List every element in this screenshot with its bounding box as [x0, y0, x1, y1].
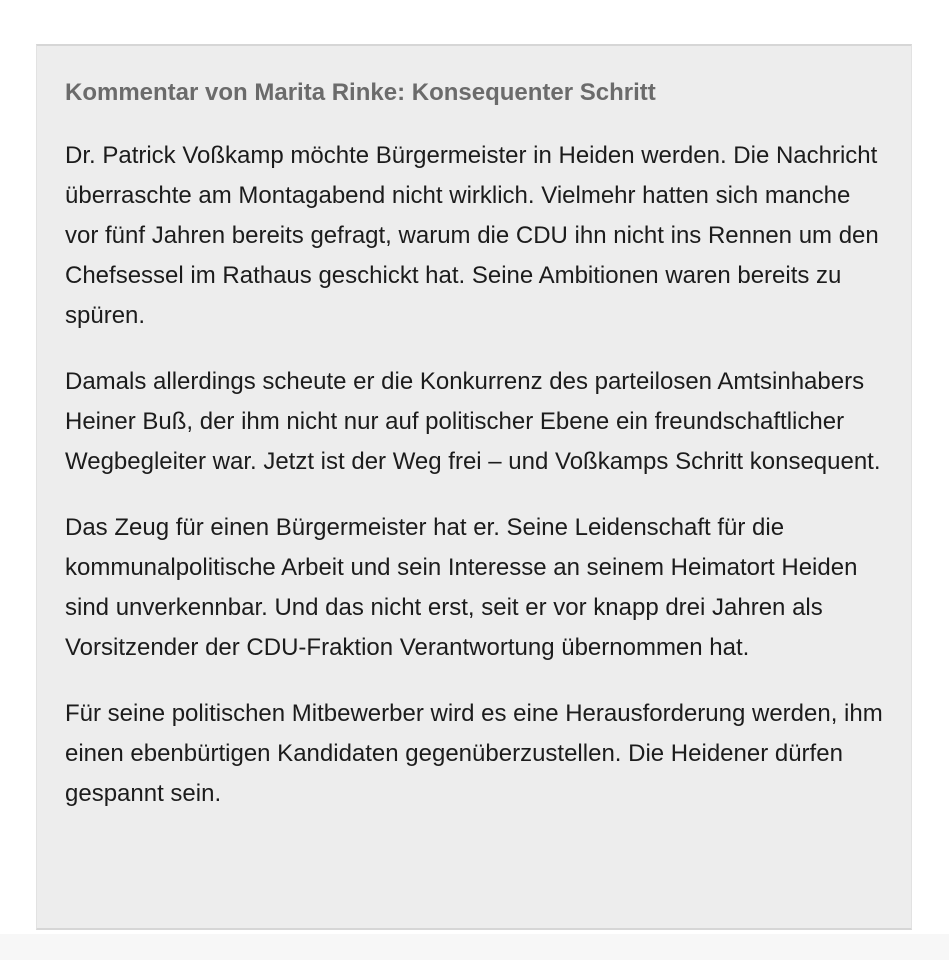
comment-box — [36, 44, 912, 930]
comment-paragraph-4: Für seine politischen Mitbewerber wird es eine Herausforderung werden, ihm einen ebenbürtigen Kandidaten gegenüberzustellen. Die Heidener dürfen gespannt sein. — [65, 700, 883, 807]
cropped-text-fragment — [640, 0, 800, 6]
comment-title: Kommentar von Marita Rinke: Konsequenter Schritt — [65, 79, 656, 106]
comment-paragraph-1: Dr. Patrick Voßkamp möchte Bürgermeister in Heiden werden. Die Nachricht überraschte am Montagabend nicht wirklich. Vielmehr hatten sich manche vor fünf Jahren bereits gefragt, warum die CDU ihn nicht ins Rennen um den Chefsessel im Rathaus geschickt hat. Seine Ambitionen waren bereits zu spüren. — [65, 142, 879, 329]
comment-paragraph-2: Damals allerdings scheute er die Konkurrenz des parteilosen Amtsinhabers Heiner Buß, der ihm nicht nur auf politischer Ebene ein freundschaftlicher Wegbegleiter war. Jetzt ist der Weg frei – und Voßkamps Schritt konsequent. — [65, 368, 881, 475]
comment-paragraph-3: Das Zeug für einen Bürgermeister hat er. Seine Leidenschaft für die kommunalpolitische Arbeit und sein Interesse an seinem Heimatort Heiden sind unverkennbar. Und das nicht erst, seit er vor knapp drei Jahren als Vorsitzender der CDU-Fraktion Verantwortung übernommen hat. — [65, 514, 858, 661]
bottom-strip — [0, 934, 949, 960]
